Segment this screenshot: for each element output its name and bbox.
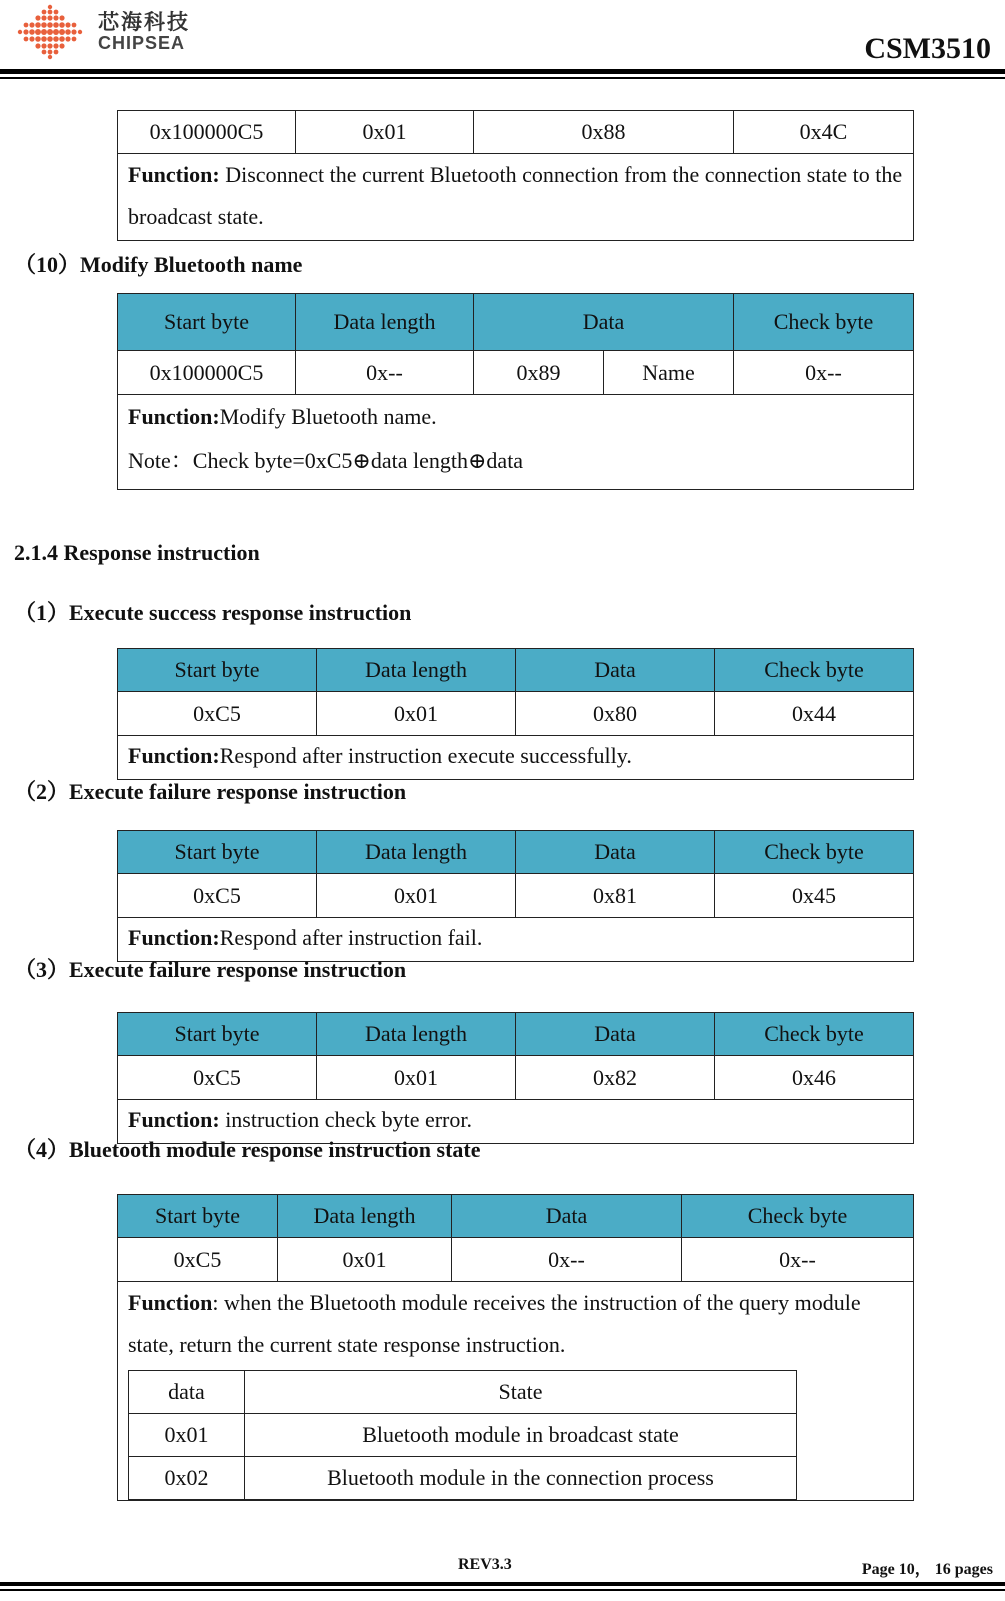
function-description: [118, 395, 914, 490]
table-cell: Name: [604, 351, 734, 395]
state-cell: 0x02: [129, 1457, 245, 1500]
footer-rule: [0, 1582, 1005, 1586]
document-id: CSM3510: [864, 32, 991, 65]
table-cell: 0x81: [516, 874, 715, 918]
table-cell: 0x--: [452, 1238, 682, 1282]
page-number: Page 10， 16 pages: [861, 1561, 993, 1578]
header-rule: [0, 69, 1005, 74]
state-cell: Bluetooth module in broadcast state: [245, 1414, 797, 1457]
function-description: [118, 154, 914, 241]
header-cell: Data: [474, 294, 734, 351]
header-cell: Check byte: [734, 294, 914, 351]
table-cell: 0x88: [474, 111, 734, 154]
modify-name-heading: （10）Modify Bluetooth name: [14, 252, 303, 277]
state-cell: 0x01: [129, 1414, 245, 1457]
function-text: Respond after instruction fail.: [219, 925, 483, 950]
header-cell: Check byte: [715, 1013, 914, 1056]
table-cell: 0x46: [715, 1056, 914, 1100]
function-label: Function:: [128, 925, 220, 950]
header-cell: Data length: [317, 831, 516, 874]
table-cell: 0x100000C5: [118, 111, 296, 154]
header-cell: Check byte: [682, 1195, 914, 1238]
check-byte-note: Note：Check byte=0xC5⊕data length⊕data: [128, 448, 524, 473]
response-table-1: [117, 648, 914, 780]
function-text: : when the Bluetooth module receives the instruction of the query module state, return the current state response instruction.: [128, 1290, 861, 1357]
footer-rule-thin: [0, 1589, 1005, 1591]
header-cell: Data length: [296, 294, 474, 351]
function-label: Function:: [128, 404, 220, 429]
header-cell: Check byte: [715, 831, 914, 874]
table-cell: 0x44: [715, 692, 914, 736]
header-cell: Data: [516, 1013, 715, 1056]
table-cell: 0x89: [474, 351, 604, 395]
function-label: Function:: [128, 1107, 220, 1132]
header-rule-thin: [0, 77, 1005, 79]
table-cell: 0xC5: [118, 1056, 317, 1100]
header-cell: Start byte: [118, 649, 317, 692]
state-cell: Bluetooth module in the connection process: [245, 1457, 797, 1500]
header-cell: Data length: [278, 1195, 452, 1238]
table-cell: 0x80: [516, 692, 715, 736]
table-cell: 0x100000C5: [118, 351, 296, 395]
header-cell: Data: [516, 649, 715, 692]
function-description: [118, 1282, 914, 1501]
function-label: Function:: [128, 162, 220, 187]
function-text: Respond after instruction execute successfully.: [219, 743, 632, 768]
response-table-3: [117, 1012, 914, 1144]
function-text: instruction check byte error.: [219, 1107, 472, 1132]
state-table: [128, 1370, 797, 1500]
header-cell: Data: [516, 831, 715, 874]
header-cell: Start byte: [118, 1013, 317, 1056]
table-cell: 0xC5: [118, 874, 317, 918]
table-cell: 0x--: [296, 351, 474, 395]
response-heading-2: （2）Execute failure response instruction: [14, 779, 407, 804]
disconnect-instruction-table: [117, 110, 914, 241]
modify-name-table: [117, 293, 914, 490]
company-logo: [14, 2, 86, 60]
logo-english-name: CHIPSEA: [98, 33, 186, 53]
table-cell: 0x82: [516, 1056, 715, 1100]
response-table-2: [117, 830, 914, 962]
header-cell: Data length: [317, 1013, 516, 1056]
logo-chinese-name: 芯海科技: [98, 10, 190, 34]
table-cell: 0x45: [715, 874, 914, 918]
table-cell: 0x4C: [734, 111, 914, 154]
table-cell: 0xC5: [118, 692, 317, 736]
table-cell: 0x01: [317, 874, 516, 918]
response-heading-3: （3）Execute failure response instruction: [14, 957, 407, 982]
table-cell: 0x01: [296, 111, 474, 154]
function-text: Disconnect the current Bluetooth connection from the connection state to the broadcast state.: [128, 162, 903, 229]
function-label: Function: [128, 1290, 213, 1315]
section-heading: 2.1.4 Response instruction: [14, 540, 260, 565]
response-table-4: [117, 1194, 914, 1501]
table-cell: 0x01: [278, 1238, 452, 1282]
header-cell: Data length: [317, 649, 516, 692]
header-cell: Start byte: [118, 831, 317, 874]
function-description: [118, 736, 914, 780]
header-cell: Start byte: [118, 294, 296, 351]
revision-label: REV3.3: [458, 1556, 512, 1573]
table-cell: 0xC5: [118, 1238, 278, 1282]
table-cell: 0x01: [317, 1056, 516, 1100]
function-text: Modify Bluetooth name.: [219, 404, 437, 429]
state-header-cell: data: [129, 1371, 245, 1414]
function-label: Function:: [128, 743, 220, 768]
header-cell: Start byte: [118, 1195, 278, 1238]
table-cell: 0x--: [682, 1238, 914, 1282]
table-cell: 0x01: [317, 692, 516, 736]
state-header-cell: State: [245, 1371, 797, 1414]
table-cell: 0x--: [734, 351, 914, 395]
response-heading-1: （1）Execute success response instruction: [14, 600, 412, 625]
header-cell: Check byte: [715, 649, 914, 692]
response-heading-4: （4）Bluetooth module response instruction state: [14, 1137, 481, 1162]
header-cell: Data: [452, 1195, 682, 1238]
